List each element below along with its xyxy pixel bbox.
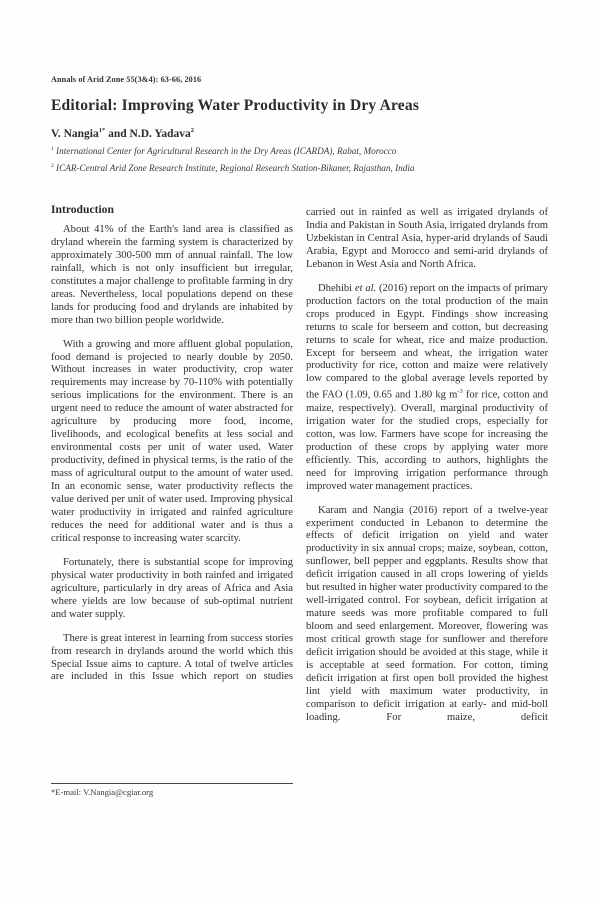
body-paragraph: About 41% of the Earth's land area is classified as dryland wherein the farming system is characterized by approximately 300-500 mm of annual rainfall. The low rainfall, which is not only insufficient but irregular, constitutes a major challenge to profitable farming in dry areas. Nevertheless, local populations depend on these lands for producing food and drylands are inhabited by more than two billion people worldwide. bbox=[51, 223, 293, 326]
left-column bbox=[51, 204, 293, 695]
body-paragraph: Karam and Nangia (2016) report of a twelve-year experiment conducted in Lebanon to determine the effects of deficit irrigation on yield and water productivity in six annual crops; maize, soybean, cotton, sunflower, bell pepper and eggplants. Results show that deficit irrigation caused in all crops lowering of yields but resulted in higher water productivity compared to the well-irrigated control. For soybean, deficit irrigation at mature seeds was more profitable compared to full bloom and seed enlargement. Moreover, flowering was most critical growth stage for sunflower and therefore deficit irrigation should be avoided at this stage, while it is acceptable at seed formation. For cotton, timing deficit irrigation at first open boll provided the highest lint yield with maximum water productivity, in comparison to deficit irrigation at early- and mid-boll loading. For maize, deficit bbox=[306, 504, 548, 723]
section-heading: Introduction bbox=[51, 203, 114, 216]
author-affiliation-mark: 1* bbox=[98, 127, 106, 134]
unit-superscript: -3 bbox=[457, 388, 463, 396]
author-affiliation-mark: 2 bbox=[190, 127, 194, 134]
footnote-divider bbox=[51, 783, 293, 784]
author-name: N.D. Yadava bbox=[129, 127, 191, 140]
article-title: Editorial: Improving Water Productivity in Dry Areas bbox=[51, 97, 420, 114]
affiliation bbox=[51, 146, 396, 156]
citation-year: (2016) bbox=[376, 282, 411, 294]
affiliation-mark: 2 bbox=[51, 163, 54, 169]
affiliation bbox=[51, 163, 414, 173]
body-paragraph: carried out in rainfed as well as irrigated drylands of India and Pakistan in South Asia, irrigated drylands from Uzbekistan in Central Asia, hyper-arid drylands of Saudi Arabia, Egypt and Morocco and semi-arid drylands of Lebanon in West Asia and North Africa. bbox=[306, 207, 548, 270]
affiliation-mark: 1 bbox=[51, 146, 54, 152]
paragraph-text: report on the impacts of primary production factors on the total production of the main crops produced in Egypt. Findings show increasing returns to scale for berseem and cotton, but decreasing returns to scale for wheat, rice and maize production. Except for berseem and wheat, the irrigation water productivity for rice, cotton and maize were relatively low compared to the global average levels reported by the FAO (1.09, 0.65 and 1.80 kg m bbox=[306, 282, 549, 401]
body-paragraph: There is great interest in learning from success stories from research in drylands around the world which this Special Issue aims to capture. A total of twelve articles are included in this Issue which report on studies bbox=[51, 632, 293, 683]
author-name: V. Nangia bbox=[51, 127, 99, 140]
affiliation-text: International Center for Agricultural Research in the Dry Areas (ICARDA), Rabat, Morocco bbox=[56, 146, 397, 157]
author-conjunction: and bbox=[105, 127, 130, 140]
body-paragraph: With a growing and more affluent global population, food demand is projected to nearly double by 2050. Without increases in water productivity, crop water requirements may increase by 70-110% with potentially serious implications for the environment. There is an urgent need to reduce the amount of water abstracted for agriculture by producing more food, income, livelihoods, and ecological benefits at less social and environmental costs per unit of water used. Water productivity, defined in physical terms, is the ratio of the mass of agricultural output to the amount of water used. In an economic sense, water productivity reflects the value derived per unit of water used. Improving physical water productivity in irrigated and rainfed agriculture reduces the need for additional water and is thus a critical response to increasing water scarcity. bbox=[51, 338, 293, 544]
body-paragraph-citation bbox=[306, 283, 548, 494]
citation-author: Dhehibi bbox=[318, 282, 355, 294]
author-line bbox=[51, 127, 194, 140]
paragraph-text: for rice, cotton and maize, respectively). Overall, marginal productivity of irrigation water for the studied crops, especially for cotton, was low. Farmers have scope for increasing the production of these crops by applying water more efficiently. This, according to authors, highlights the need for improving irrigation performance through improved water management practices. bbox=[306, 389, 549, 492]
journal-citation: Annals of Arid Zone 55(3&4): 63-66, 2016 bbox=[51, 75, 202, 84]
footnote-email: *E-mail: V.Nangia@cgiar.org bbox=[51, 787, 154, 797]
citation-etal: et al. bbox=[354, 282, 377, 294]
body-paragraph: Fortunately, there is substantial scope for improving physical water productivity in both rainfed and irrigated agriculture, particularly in dry areas of Africa and Asia where yields are low because of sub-optimal nutrient and water supply. bbox=[51, 556, 293, 620]
affiliation-text: ICAR-Central Arid Zone Research Institute, Regional Research Station-Bikaner, Rajasthan, India bbox=[56, 163, 415, 174]
right-column bbox=[306, 207, 548, 736]
